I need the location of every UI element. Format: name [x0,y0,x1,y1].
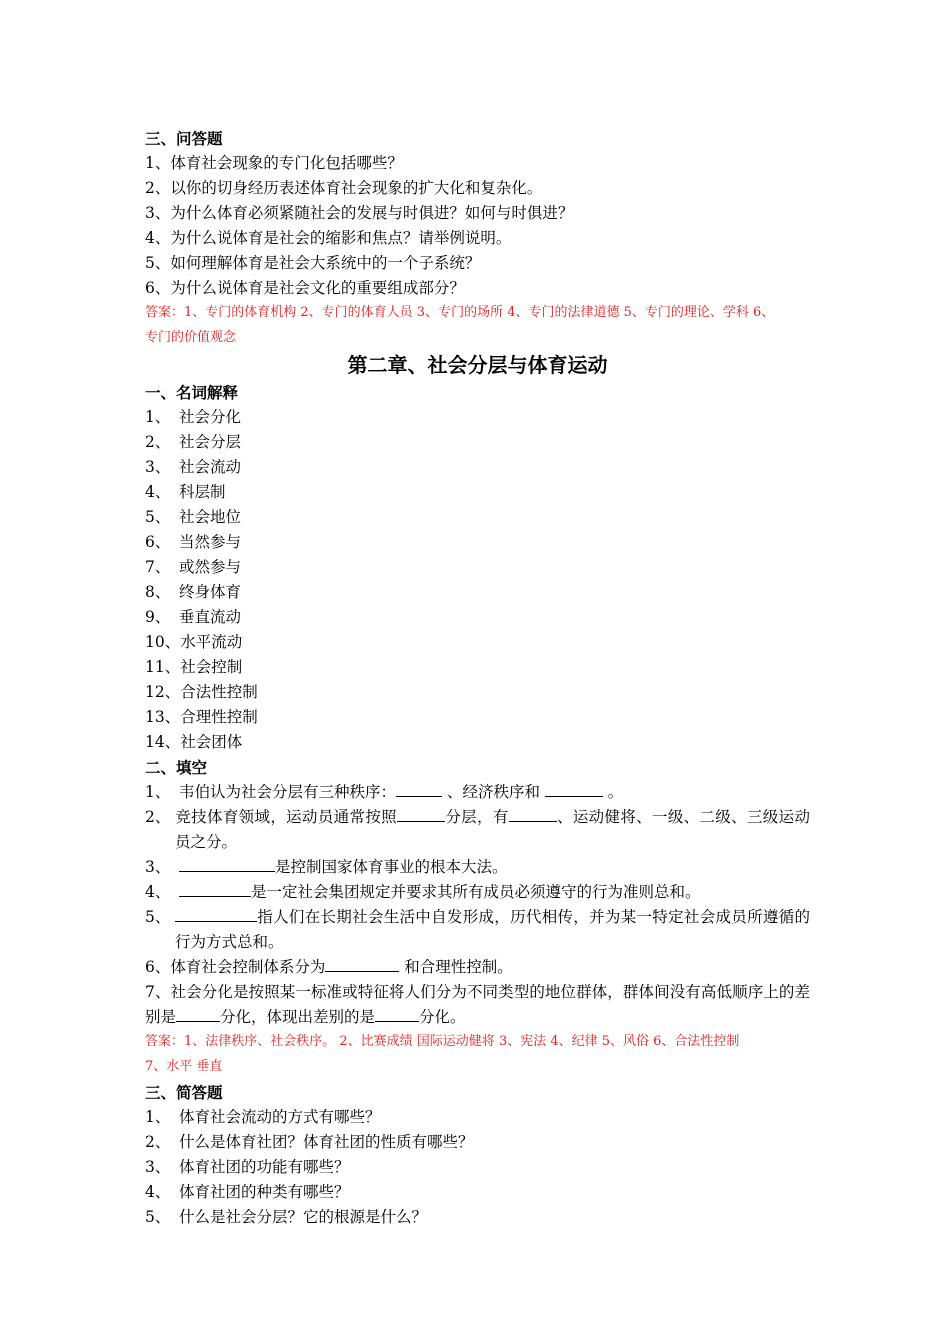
short-text: 体育社会流动的方式有哪些？ [179,1107,381,1126]
term-item [145,505,810,530]
question-item: 6、为什么说体育是社会文化的重要组成部分？ [145,279,465,297]
fill-question [145,855,810,880]
fill-blank [175,906,257,922]
section-heading-terms: 一、名词解释 [145,382,239,402]
term-text: 垂直流动 [179,607,242,626]
answer-line: 答案：1、法律秩序、社会秩序。 2、比赛成绩 国际运动健将 3、宪法 4、纪律 5、风俗 6、合法性控制 [145,1033,740,1049]
term-item [145,480,810,505]
fill-text: 是控制国家体育事业的根本大法。 [275,857,508,876]
term-text: 社会流动 [179,457,242,476]
question-item: 3、为什么体育必须紧随社会的发展与时俱进？如何与时俱进？ [145,204,574,222]
term-item [145,430,810,455]
fill-question [145,805,810,855]
fill-blank [396,781,442,797]
fill-blank [375,1006,419,1022]
answer-line: 专门的价值观念 [145,329,237,345]
term-number: 1、 [145,407,171,426]
short-number: 2、 [145,1132,171,1151]
short-question [145,1130,810,1155]
fill-text: 6、体育社会控制体系分为 [145,957,326,976]
fill-question [145,980,810,1030]
short-text: 体育社团的种类有哪些？ [179,1182,350,1201]
fill-text: 韦伯认为社会分层有三种秩序： [179,782,397,801]
short-question [145,1205,810,1230]
question-item: 2、以你的切身经历表述体育社会现象的扩大化和复杂化。 [145,179,543,197]
question-item: 4、为什么说体育是社会的缩影和焦点？请举例说明。 [145,229,512,247]
short-text: 什么是体育社团？体育社团的性质有哪些？ [179,1132,474,1151]
term-item: 13、合理性控制 [145,707,258,726]
term-item [145,405,810,430]
fill-question [145,780,810,805]
term-item [145,555,810,580]
term-item: 14、社会团体 [145,732,243,751]
term-number: 5、 [145,507,171,526]
term-text: 社会地位 [179,507,242,526]
question-item: 1、体育社会现象的专门化包括哪些？ [145,154,403,172]
term-item: 12、合法性控制 [145,682,258,701]
fill-question [145,955,810,980]
term-item [145,580,810,605]
term-number: 8、 [145,582,171,601]
short-text: 体育社团的功能有哪些？ [179,1157,350,1176]
term-number: 4、 [145,482,171,501]
fill-text: 和合理性控制。 [399,957,513,976]
term-text: 社会分化 [179,407,242,426]
fill-blank [545,781,603,797]
term-text: 终身体育 [179,582,242,601]
fill-blank [325,956,399,972]
fill-text: 分化。 [419,1007,466,1026]
term-text: 当然参与 [179,532,242,551]
term-text: 科层制 [179,482,226,501]
fill-text: 是一定社会集团规定并要求其所有成员必须遵守的行为准则总和。 [251,882,701,901]
term-number: 9、 [145,607,171,626]
fill-question [145,905,810,955]
answer-line: 7、水平 垂直 [145,1058,223,1074]
short-number: 4、 [145,1182,171,1201]
fill-blank [179,881,251,897]
fill-text: 、经济秩序和 [442,782,545,801]
fill-blank [397,806,445,822]
answer-line: 答案：1、专门的体育机构 2、专门的体育人员 3、专门的场所 4、专门的法律道德 5、专门的理论、学科 6、 [145,305,775,320]
fill-text: 、运动健将、一级、二级、三级运动员之分。 [175,807,810,851]
term-text: 社会分层 [179,432,242,451]
fill-text: 分化，体现出差别的是 [220,1007,376,1026]
fill-text: 分层，有 [444,807,509,826]
fill-number: 5、 [145,907,171,926]
term-item: 11、社会控制 [145,657,243,676]
short-question [145,1155,810,1180]
term-number: 3、 [145,457,171,476]
section-heading-short: 三、简答题 [145,1082,223,1102]
question-item: 5、如何理解体育是社会大系统中的一个子系统？ [145,254,481,272]
fill-text: 7、社会分化是按照某一标准或特征将人们分为不同类型的地位群体，群体间没有高低顺序上的差别是 [145,982,810,1026]
fill-number: 2、 [145,807,171,826]
term-number: 2、 [145,432,171,451]
fill-number: 4、 [145,882,171,901]
short-text: 什么是社会分层？它的根源是什么？ [179,1207,428,1226]
short-number: 5、 [145,1207,171,1226]
fill-blank [176,1006,220,1022]
section-heading-qa: 三、问答题 [145,129,223,148]
fill-blank [509,806,557,822]
short-number: 3、 [145,1157,171,1176]
term-number: 6、 [145,532,171,551]
term-item: 10、水平流动 [145,632,243,651]
section-heading-fill: 二、填空 [145,757,208,777]
fill-text: 指人们在长期社会生活中自发形成，历代相传，并为某一特定社会成员所遵循的行为方式总和。 [175,907,810,951]
term-item [145,605,810,630]
term-number: 7、 [145,557,171,576]
fill-number: 1、 [145,782,171,801]
term-item [145,455,810,480]
fill-text: 。 [602,782,624,801]
short-number: 1、 [145,1107,171,1126]
fill-number: 3、 [145,857,171,876]
short-question [145,1105,810,1130]
term-item [145,530,810,555]
short-question [145,1180,810,1205]
fill-blank [179,856,275,872]
term-text: 或然参与 [179,557,242,576]
document-content [145,126,810,1230]
chapter-title: 第二章、社会分层与体育运动 [347,352,608,377]
fill-question [145,880,810,905]
fill-text: 竞技体育领域，运动员通常按照 [175,807,397,826]
